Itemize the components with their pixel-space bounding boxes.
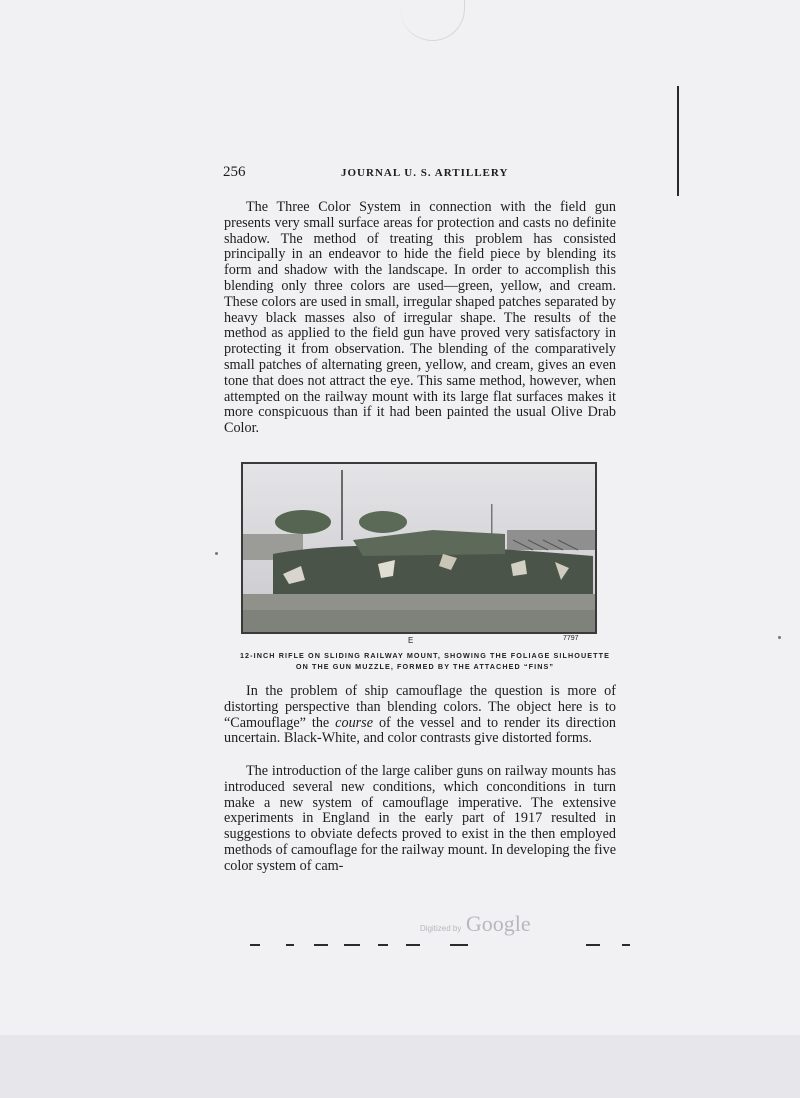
body-paragraph [224,684,616,747]
italic-word: course [335,714,373,731]
scan-speck [215,552,218,555]
body-paragraph: The Three Color System in connection with the field gun presents very small surface areas for protection and casts no definite shadow. The method of treating this problem has consisted principally in an endeavor to hide the field piece by blending its form and shadow with the landscape. In order to accomplish this blending only three colors are used—green, yellow, and cream. These colors are used in small, irregular shaped patches separated by heavy black masses also of irregular shape. The results of the method as applied to the field gun have proved very satisfactory in protecting it from observation. The blending of the comparatively small patches of alternating green, yellow, and cream, gives an even tone that does not attract the eye. This same method, however, when attempted on the railway mount with its large flat surfaces makes it more conspicuous than if it had been painted the usual Olive Drab Color. [224,199,616,437]
scan-dash [344,944,360,946]
scan-speck [778,636,781,639]
scan-edge-line [677,86,679,196]
paragraph-text: In the problem of ship camouflage the question is more of distorting perspective than blending colors. The object here is to “Camouflage” the [224,683,616,731]
digitized-watermark [420,911,531,937]
photo-pole [491,504,493,534]
photo-foliage [275,510,331,534]
watermark-small-text: Digitized by [420,924,462,933]
paragraph-text: of the vessel and to render its direction uncertain. Black-White, and color contrasts give distorted forms. [224,714,617,747]
figure-caption-line: ON THE GUN MUZZLE, FORMED BY THE ATTACHED “FINS” [295,662,555,671]
photo-ground [243,610,595,632]
photo-roof [507,530,595,550]
paper-fold-mark [400,0,465,41]
plate-number: 7797 [563,635,579,642]
scan-dash-row [250,944,680,948]
scan-dash [586,944,600,946]
photo-illustration [243,464,595,632]
scan-dash [622,944,630,946]
body-paragraph: The introduction of the large caliber guns on railway mounts has introduced several new conditions, which conconditions in turn make a new system of camouflage imperative. The extensive experiments in England in the early part of 1917 resulted in suggestions to obviate defects proved to exist in the then employed methods of camouflage for the railway mount. In developing the five color system of cam- [224,763,617,874]
page-number: 256 [223,164,246,180]
scan-background-band [0,1035,800,1098]
scan-dash [406,944,420,946]
scan-dash [450,944,468,946]
scan-dash [286,944,294,946]
scan-dash [250,944,260,946]
railway-mount-photo [241,462,597,634]
plate-letter: E [408,636,414,645]
scan-dash [378,944,388,946]
running-head: JOURNAL U. S. ARTILLERY [341,167,509,179]
photo-foliage [359,511,407,533]
figure-caption-line: 12-INCH RIFLE ON SLIDING RAILWAY MOUNT, SHOWING THE FOLIAGE SILHOUETTE [239,651,611,660]
photo-mast [341,470,343,540]
watermark-logo-text: Google [465,911,531,936]
scan-dash [314,944,328,946]
